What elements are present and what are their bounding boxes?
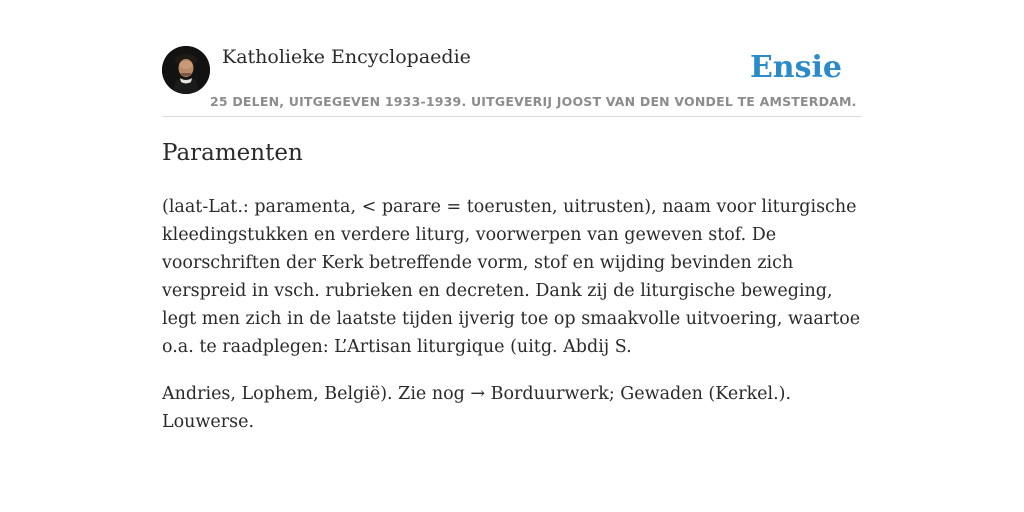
book-subtitle: 25 DELEN, UITGEGEVEN 1933-1939. UITGEVERIJ JOOST VAN DEN VONDEL TE AMSTERDAM. <box>210 94 857 109</box>
book-avatar[interactable] <box>162 46 210 94</box>
portrait-icon <box>162 46 210 94</box>
book-title[interactable]: Katholieke Encyclopaedie <box>222 46 471 68</box>
article-paragraph: (laat-Lat.: paramenta, < parare = toerusten, uitrusten), naam voor liturgische kleedingstukken en verdere liturg, voorwerpen van geweven stof. De voorschriften der Kerk betreffende vorm, stof en wijding bevinden zich verspreid in vsch. rubrieken en decreten. Dank zij de liturgische beweging, legt men zich in de laatste tijden ijverig toe op smaakvolle uitvoering, waartoe o.a. te raadplegen: L’Artisan liturgique (uitg. Abdij S. <box>162 197 861 357</box>
article-title: Paramenten <box>162 140 303 166</box>
header <box>162 46 862 117</box>
brand-logo[interactable]: Ensie <box>749 50 842 85</box>
article-body <box>162 193 868 455</box>
article-paragraph: Andries, Lophem, België). Zie nog → Borduurwerk; Gewaden (Kerkel.). Louwerse. <box>162 384 792 432</box>
